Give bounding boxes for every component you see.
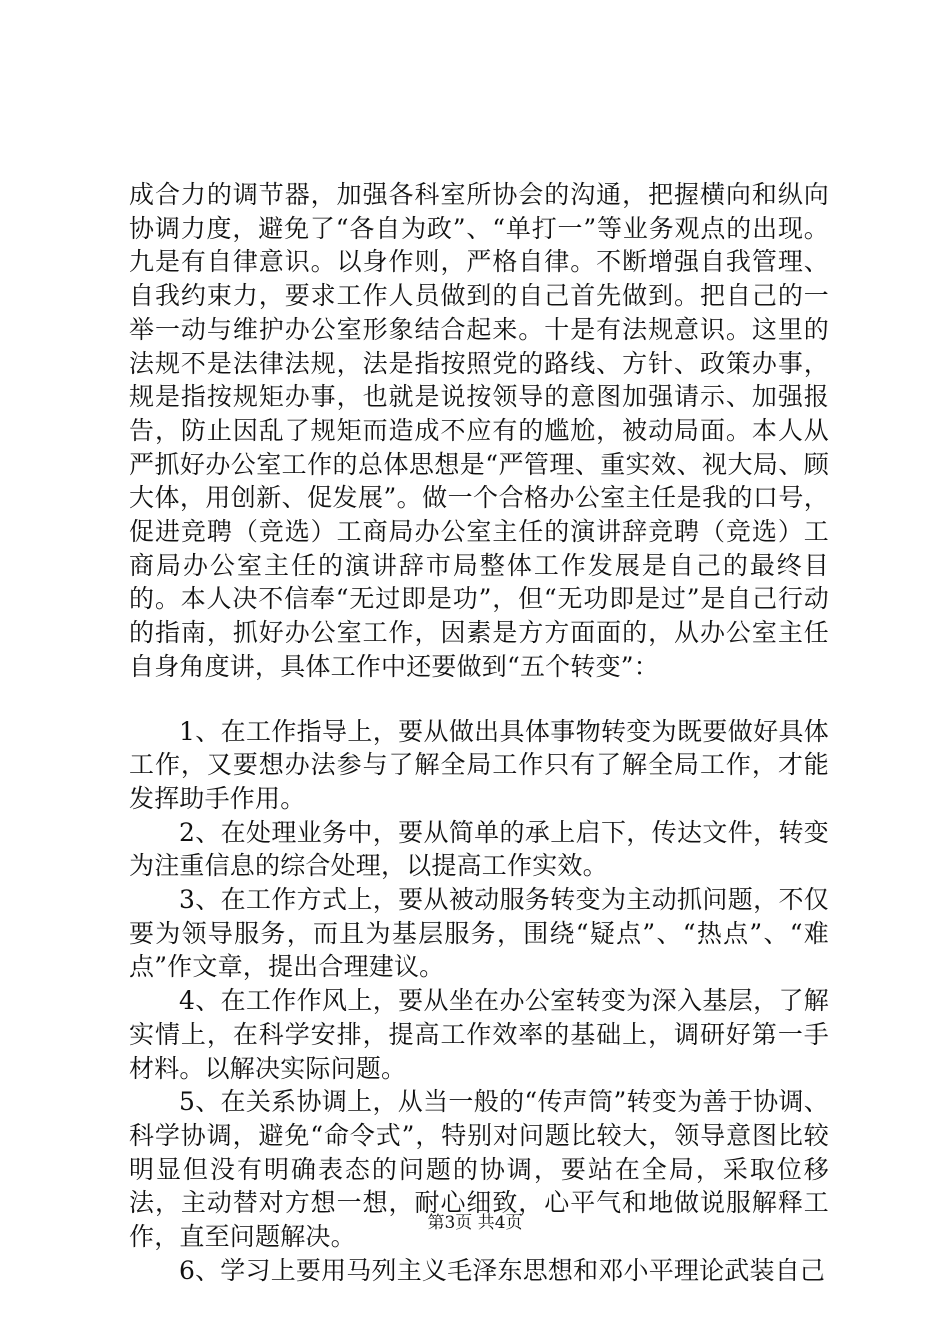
document-body: [129, 178, 829, 1288]
list-item-3: 3、在工作方式上，要从被动服务转变为主动抓问题，不仅要为领导服务，而且为基层服务，围绕“疑点”、“热点”、“难点”作文章，提出合理建议。: [129, 885, 829, 982]
paragraph-gap: [129, 684, 829, 715]
page-footer: 第3页 共4页: [427, 1213, 523, 1233]
list-item-1: 1、在工作指导上，要从做出具体事物转变为既要做好具体工作，又要想办法参与了解全局工作只有了解全局工作，才能发挥助手作用。: [129, 716, 829, 813]
list-item-4: 4、在工作作风上，要从坐在办公室转变为深入基层，了解实情上，在科学安排，提高工作效率的基础上，调研好第一手材料。以解决实际问题。: [129, 986, 829, 1083]
list-item-5: 5、在关系协调上，从当一般的“传声筒”转变为善于协调、科学协调，避免“命令式”，特别对问题比较大，领导意图比较明显但没有明确表态的问题的协调，要站在全局，采取位移法，主动替对方想一想，耐心细致，心平气和地做说服解释工作，直至问题解决。: [129, 1087, 829, 1252]
list-item-6: 6、学习上要用马列主义毛泽东思想和邓小平理论武装自己: [179, 1255, 826, 1285]
intro-paragraph: 成合力的调节器，加强各科室所协会的沟通，把握横向和纵向协调力度，避免了“各自为政”、“单打一”等业务观点的出现。九是有自律意识。以身作则，严格自律。不断增强自我管理、自我约束力，要求工作人员做到的自己首先做到。把自己的一举一动与维护办公室形象结合起来。十是有法规意识。这里的法规不是法律法规，法是指按照党的路线、方针、政策办事，规是指按规矩办事，也就是说按领导的意图加强请示、加强报告，防止因乱了规矩而造成不应有的尴尬，被动局面。本人从严抓好办公室工作的总体思想是“严管理、重实效、视大局、顾大体，用创新、促发展”。做一个合格办公室主任是我的口号，促进竞聘（竞选）工商局办公室主任的演讲辞竞聘（竞选）工商局办公室主任的演讲辞市局整体工作发展是自己的最终目的。本人决不信奉“无过即是功”，但“无功即是过”是自己行动的指南，抓好办公室工作，因素是方方面面的，从办公室主任自身角度讲，具体工作中还要做到“五个转变”：: [129, 180, 829, 681]
list-item-2: 2、在处理业务中，要从简单的承上启下，传达文件，转变为注重信息的综合处理，以提高工作实效。: [129, 817, 829, 881]
